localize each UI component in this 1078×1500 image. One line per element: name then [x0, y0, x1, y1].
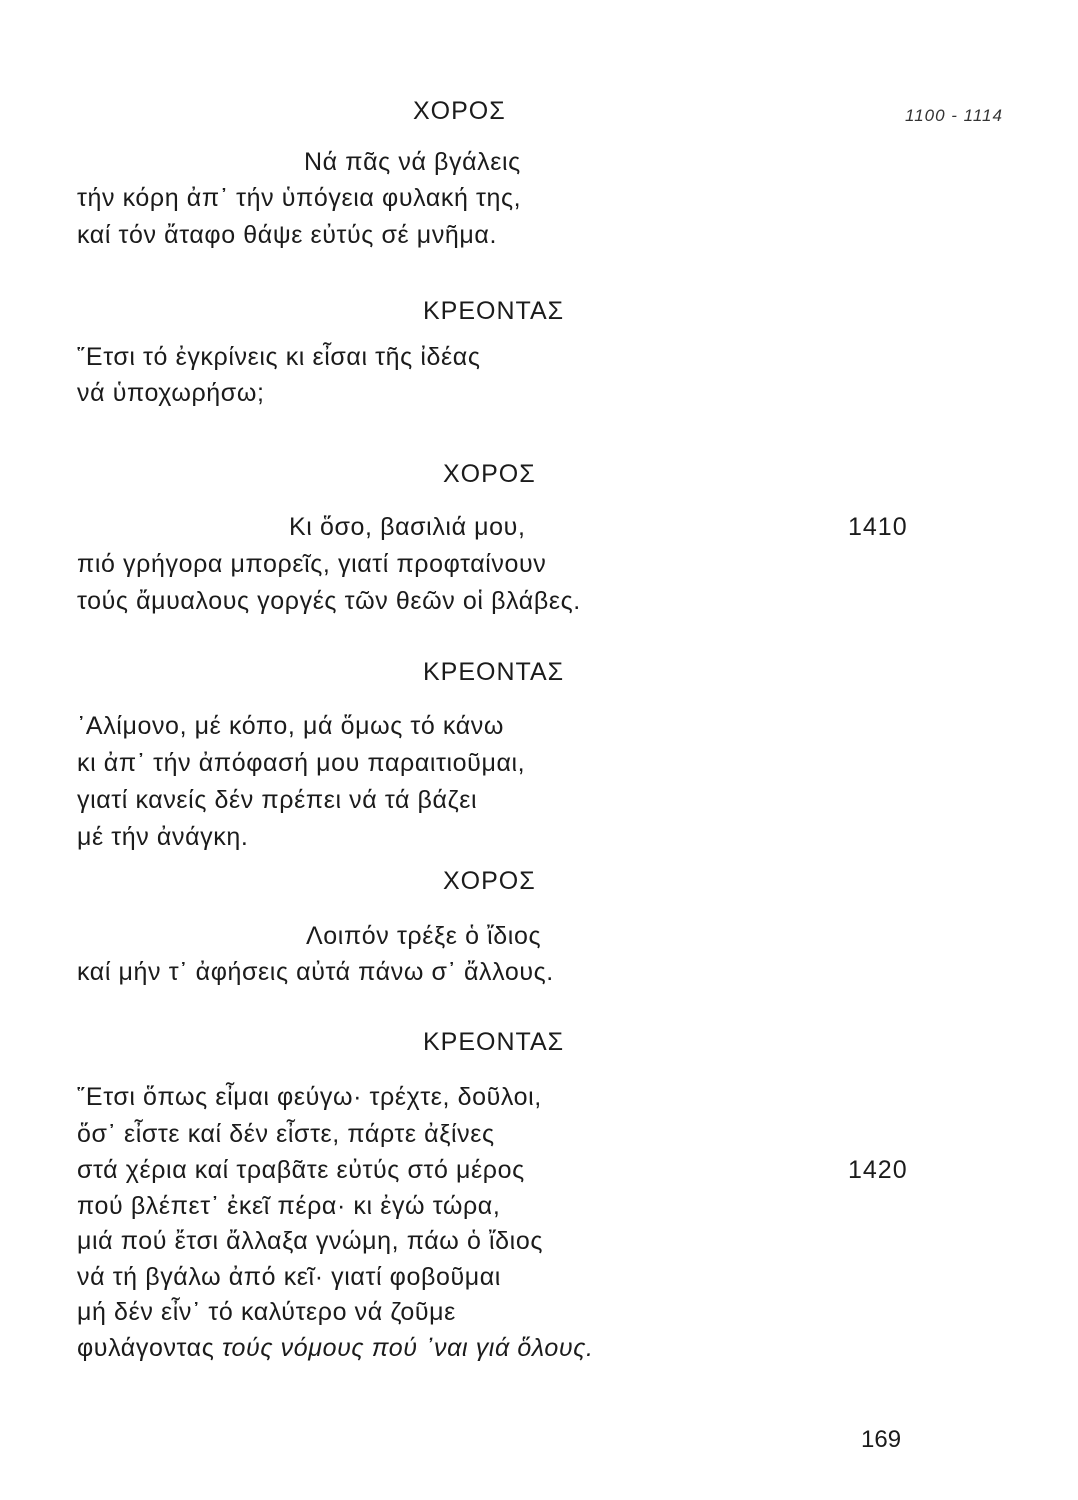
verse-line: στά χέρια καί τραβᾶτε εὐτύς στό μέρος: [77, 1156, 525, 1184]
line-number: 1420: [848, 1156, 908, 1184]
verse-line: Κι ὅσο, βασιλιά μου,: [289, 513, 526, 541]
speaker-label: ΧΟΡΟΣ: [443, 867, 536, 895]
verse-line: ὅσ᾽ εἶστε καί δέν εἶστε, πάρτε ἀξίνες: [77, 1120, 495, 1148]
page-number: 169: [861, 1426, 902, 1453]
verse-line: καί τόν ἄταφο θάψε εὐτύς σέ μνῆμα.: [77, 221, 498, 249]
line-number: 1410: [848, 513, 908, 541]
verse-line: τούς ἄμυαλους γοργές τῶν θεῶν οἱ βλάβες.: [77, 587, 581, 615]
verse-line: ῞Ετσι τό ἐγκρίνεις κι εἶσαι τῆς ἰδέας: [77, 343, 481, 371]
speaker-label: ΧΟΡΟΣ: [413, 97, 506, 125]
verse-line: τήν κόρη ἀπ᾽ τήν ὑπόγεια φυλακή της,: [77, 184, 522, 212]
verse-line: νά ὑποχωρήσω;: [77, 379, 265, 407]
verse-range-header: 1100 - 1114: [905, 106, 1003, 125]
verse-line: κι ἀπ᾽ τήν ἀπόφασή μου παραιτιοῦμαι,: [77, 749, 526, 777]
speaker-label: ΚΡΕΟΝΤΑΣ: [423, 658, 565, 686]
verse-line-italic-part: τούς νόμους πού ᾽ναι γιά ὅλους.: [221, 1334, 594, 1362]
verse-line: μιά πού ἔτσι ἄλλαξα γνώμη, πάω ὁ ἴδιος: [77, 1227, 543, 1255]
speaker-label: ΚΡΕΟΝΤΑΣ: [423, 297, 565, 325]
verse-line: πιό γρήγορα μπορεῖς, γιατί προφταίνουν: [77, 550, 547, 578]
verse-line: νά τή βγάλω ἀπό κεῖ· γιατί φοβοῦμαι: [77, 1263, 501, 1291]
verse-line: Νά πᾶς νά βγάλεις: [304, 148, 521, 176]
verse-line: γιατί κανείς δέν πρέπει νά τά βάζει: [77, 786, 478, 814]
verse-line: καί μήν τ᾽ ἀφήσεις αὐτά πάνω σ᾽ ἄλλους.: [77, 958, 554, 986]
verse-line: πού βλέπετ᾽ ἐκεῖ πέρα· κι ἐγώ τώρα,: [77, 1192, 501, 1220]
verse-line: ῞Ετσι ὅπως εἶμαι φεύγω· τρέχτε, δοῦλοι,: [77, 1083, 542, 1111]
verse-line: Λοιπόν τρέξε ὁ ἴδιος: [306, 922, 542, 950]
verse-line: μή δέν εἶν᾽ τό καλύτερο νά ζοῦμε: [77, 1298, 456, 1326]
verse-line-final: [77, 1334, 594, 1363]
verse-line: ᾿Αλίμονο, μέ κόπο, μά ὅμως τό κάνω: [77, 712, 505, 740]
verse-line-plain-part: φυλάγοντας: [77, 1334, 222, 1362]
verse-line: μέ τήν ἀνάγκη.: [77, 823, 249, 851]
speaker-label: ΧΟΡΟΣ: [443, 460, 536, 488]
speaker-label: ΚΡΕΟΝΤΑΣ: [423, 1028, 565, 1056]
